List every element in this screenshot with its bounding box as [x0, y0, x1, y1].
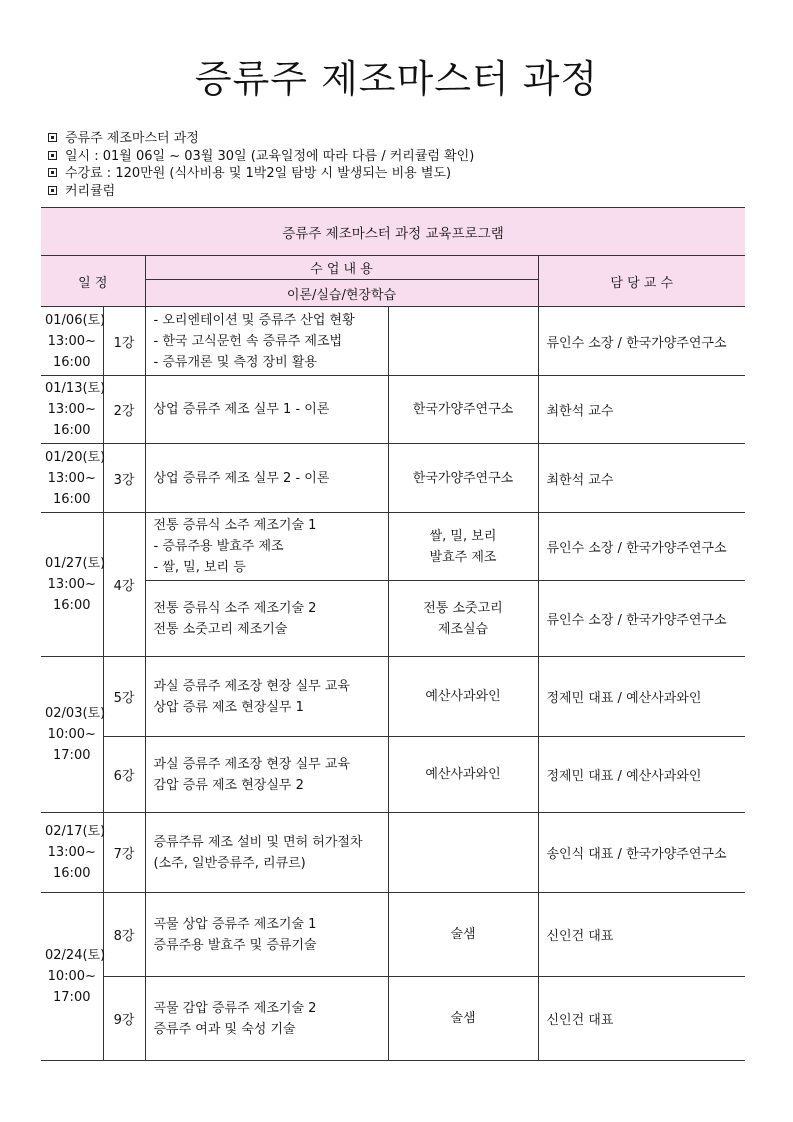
lecture-number: 6강: [103, 737, 145, 813]
topic-cell: 과실 증류주 제조장 현장 실무 교육 상압 증류 제조 현장실무 1: [145, 657, 388, 737]
square-bullet-icon: [48, 133, 57, 142]
table-header-row: [41, 256, 745, 280]
topic-cell: 전통 증류식 소주 제조기술 1 - 증류주용 발효주 제조 - 쌀, 밀, 보리 등: [145, 513, 388, 581]
topic-cell: 상업 증류주 제조 실무 1 - 이론: [145, 376, 388, 444]
square-bullet-icon: [48, 151, 57, 160]
instructor-cell: 류인수 소장 / 한국가양주연구소: [538, 307, 745, 376]
bullet-curriculum: 커리큘럼: [48, 183, 474, 201]
date-cell: 02/17(토) 13:00~ 16:00: [41, 813, 103, 893]
venue-cell: 전통 소줏고리 제조실습: [388, 581, 538, 657]
document-title: 증류주 제조마스터 과정: [194, 57, 599, 101]
lecture-number: 7강: [103, 813, 145, 893]
table-banner: 증류주 제조마스터 과정 교육프로그램: [41, 208, 745, 256]
header-content: 수 업 내 용: [145, 256, 538, 280]
square-bullet-icon: [48, 168, 57, 177]
instructor-cell: 정제민 대표 / 예산사과와인: [538, 737, 745, 813]
bullet-fee: 수강료 : 120만원 (식사비용 및 1박2일 탐방 시 발생되는 비용 별도): [48, 165, 474, 183]
instructor-cell: 류인수 소장 / 한국가양주연구소: [538, 513, 745, 581]
curriculum-table: [41, 207, 745, 1061]
table-row: [41, 977, 745, 1061]
header-content-sub: 이론/실습/현장학습: [145, 280, 538, 307]
lecture-number: 3강: [103, 444, 145, 513]
venue-cell: 예산사과와인: [388, 737, 538, 813]
bullet-course-name: 증류주 제조마스터 과정: [48, 130, 474, 148]
table-row: [41, 893, 745, 977]
info-bullet-list: [48, 130, 474, 200]
header-schedule: 일 정: [41, 256, 145, 307]
venue-cell: 한국가양주연구소: [388, 444, 538, 513]
topic-cell: 과실 증류주 제조장 현장 실무 교육 감압 증류 제조 현장실무 2: [145, 737, 388, 813]
instructor-cell: 최한석 교수: [538, 376, 745, 444]
topic-cell: 전통 증류식 소주 제조기술 2 전통 소줏고리 제조기술: [145, 581, 388, 657]
instructor-cell: 송인식 대표 / 한국가양주연구소: [538, 813, 745, 893]
venue-cell: 술샘: [388, 977, 538, 1061]
instructor-cell: 신인건 대표: [538, 977, 745, 1061]
instructor-cell: 정제민 대표 / 예산사과와인: [538, 657, 745, 737]
topic-cell: 상업 증류주 제조 실무 2 - 이론: [145, 444, 388, 513]
lecture-number: 8강: [103, 893, 145, 977]
date-cell: 01/27(토) 13:00~ 16:00: [41, 513, 103, 657]
instructor-cell: 신인건 대표: [538, 893, 745, 977]
table-row: [41, 307, 745, 376]
table-row: [41, 581, 745, 657]
bullet-schedule: 일시 : 01월 06일 ~ 03월 30일 (교육일정에 따라 다름 / 커리큘럼 확인): [48, 148, 474, 166]
header-instructor: 담 당 교 수: [538, 256, 745, 307]
venue-cell: 한국가양주연구소: [388, 376, 538, 444]
topic-cell: - 오리엔테이션 및 증류주 산업 현황 - 한국 고식문헌 속 증류주 제조법 - 증류개론 및 측정 장비 활용: [145, 307, 388, 376]
table-row: [41, 444, 745, 513]
date-cell: 01/13(토) 13:00~ 16:00: [41, 376, 103, 444]
venue-cell: 술샘: [388, 893, 538, 977]
venue-cell: 쌀, 밀, 보리 발효주 제조: [388, 513, 538, 581]
table-row: [41, 737, 745, 813]
lecture-number: 5강: [103, 657, 145, 737]
date-cell: 01/20(토) 13:00~ 16:00: [41, 444, 103, 513]
lecture-number: 4강: [103, 513, 145, 657]
lecture-number: 9강: [103, 977, 145, 1061]
table-row: [41, 657, 745, 737]
date-cell: 02/24(토) 10:00~ 17:00: [41, 893, 103, 1061]
venue-cell: [388, 307, 538, 376]
table-row: [41, 513, 745, 581]
topic-cell: 곡물 감압 증류주 제조기술 2 증류주 여과 및 숙성 기술: [145, 977, 388, 1061]
lecture-number: 2강: [103, 376, 145, 444]
topic-cell: 곡물 상압 증류주 제조기술 1 증류주용 발효주 및 증류기술: [145, 893, 388, 977]
table-banner-row: [41, 208, 745, 256]
square-bullet-icon: [48, 186, 57, 195]
venue-cell: 예산사과와인: [388, 657, 538, 737]
instructor-cell: 류인수 소장 / 한국가양주연구소: [538, 581, 745, 657]
table-row: [41, 813, 745, 893]
venue-cell: [388, 813, 538, 893]
lecture-number: 1강: [103, 307, 145, 376]
topic-cell: 증류주류 제조 설비 및 면허 허가절차 (소주, 일반증류주, 리큐르): [145, 813, 388, 893]
date-cell: 01/06(토) 13:00~ 16:00: [41, 307, 103, 376]
table-row: [41, 376, 745, 444]
instructor-cell: 최한석 교수: [538, 444, 745, 513]
date-cell: 02/03(토) 10:00~ 17:00: [41, 657, 103, 813]
